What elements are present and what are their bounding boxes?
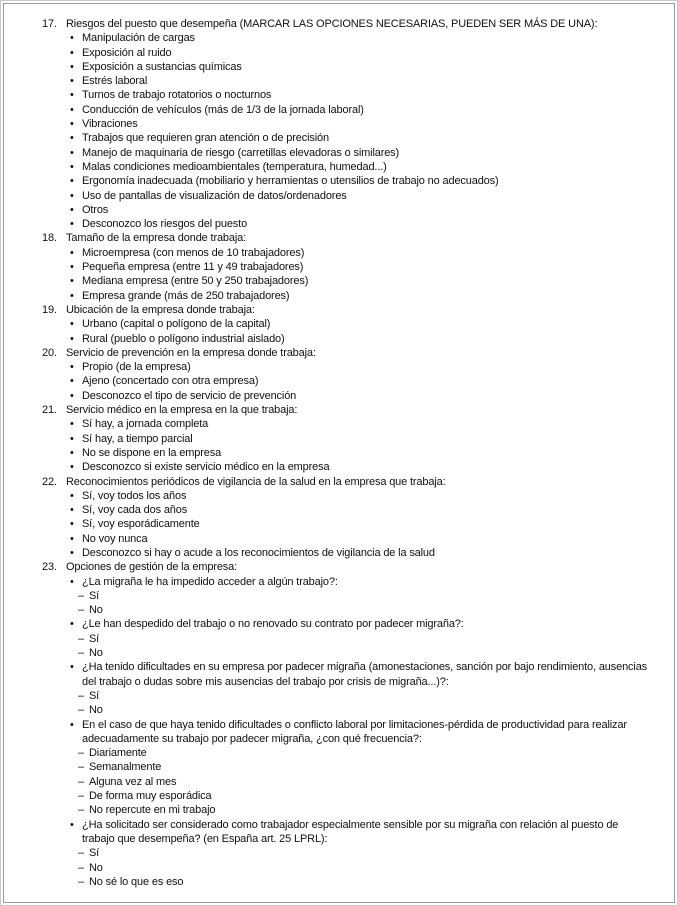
options-list: [42, 360, 648, 403]
dash-icon: –: [78, 647, 84, 660]
question: [42, 303, 648, 346]
sub-option-text: No sé lo que es eso: [89, 875, 184, 888]
option-row: [70, 517, 648, 531]
sub-option-text: Sí: [89, 847, 100, 860]
option-text: Manejo de maquinaria de riesgo (carretillas elevadoras o similares): [82, 146, 400, 159]
option-row: [70, 718, 648, 747]
option-text: Rural (pueblo o polígono industrial aislado): [82, 332, 285, 345]
option-item: [70, 274, 648, 288]
option-row: [70, 389, 648, 403]
question-text: Opciones de gestión de la empresa:: [66, 561, 238, 574]
question-text: Ubicación de la empresa donde trabaja:: [66, 303, 255, 316]
option-text: Uso de pantallas de visualización de datos/ordenadores: [82, 189, 347, 202]
sub-option-item: [78, 603, 648, 617]
dash-icon: –: [78, 632, 84, 645]
bullet-icon: •: [70, 318, 74, 331]
sub-options-list: [70, 746, 648, 817]
option-item: [70, 718, 648, 818]
option-text: Sí hay, a tiempo parcial: [82, 432, 193, 445]
sub-option-item: [78, 646, 648, 660]
option-item: [70, 117, 648, 131]
option-text: Desconozco los riesgos del puesto: [82, 218, 248, 231]
sub-option-text: Semanalmente: [89, 761, 162, 774]
option-row: [70, 88, 648, 102]
sub-option-item: [78, 789, 648, 803]
option-text: ¿Ha solicitado ser considerado como trabajador especialmente sensible por su migraña con relación al puesto de trabajo que desempeña? (en España art. 25 LPRL):: [82, 818, 619, 845]
bullet-icon: •: [70, 275, 74, 288]
sub-options-list: [70, 689, 648, 718]
bullet-icon: •: [70, 818, 74, 831]
bullet-icon: •: [70, 489, 74, 502]
option-row: [70, 189, 648, 203]
sub-option-item: [78, 846, 648, 860]
option-row: [70, 203, 648, 217]
sub-option-item: [78, 803, 648, 817]
option-text: Exposición a sustancias químicas: [82, 60, 242, 73]
option-row: [70, 503, 648, 517]
option-item: [70, 160, 648, 174]
question: [42, 560, 648, 889]
option-item: [70, 332, 648, 346]
bullet-icon: •: [70, 332, 74, 345]
dash-icon: –: [78, 804, 84, 817]
question-number: 20.: [42, 346, 57, 359]
option-row: [70, 460, 648, 474]
question-header: [42, 475, 648, 489]
bullet-icon: •: [70, 661, 74, 674]
question-text: Tamaño de la empresa donde trabaja:: [66, 232, 247, 245]
option-row: [70, 131, 648, 145]
bullet-icon: •: [70, 575, 74, 588]
option-row: [70, 532, 648, 546]
dash-icon: –: [78, 775, 84, 788]
dash-icon: –: [78, 790, 84, 803]
option-text: Microempresa (con menos de 10 trabajadores): [82, 246, 305, 259]
page-border: [3, 3, 675, 903]
bullet-icon: •: [70, 446, 74, 459]
sub-option-text: No: [89, 604, 103, 617]
option-item: [70, 260, 648, 274]
option-text: Propio (de la empresa): [82, 361, 191, 374]
option-item: [70, 532, 648, 546]
bullet-icon: •: [70, 518, 74, 531]
question: [42, 403, 648, 474]
sub-option-text: Sí: [89, 589, 100, 602]
question-number: 23.: [42, 561, 57, 574]
options-list: [42, 417, 648, 474]
option-row: [70, 818, 648, 847]
question-text: Servicio médico en la empresa en la que trabaja:: [66, 404, 298, 417]
bullet-icon: •: [70, 618, 74, 631]
sub-options-list: [70, 632, 648, 661]
bullet-icon: •: [70, 175, 74, 188]
bullet-icon: •: [70, 361, 74, 374]
bullet-icon: •: [70, 203, 74, 216]
sub-options-list: [70, 846, 648, 889]
option-text: ¿Ha tenido dificultades en su empresa por padecer migraña (amonestaciones, sanción por bajo rendimiento, ausencias del trabajo o dudas sobre mis ausencias del trabajo por crisis de migraña...)?:: [82, 661, 648, 688]
option-item: [70, 389, 648, 403]
option-row: [70, 117, 648, 131]
dash-icon: –: [78, 861, 84, 874]
option-text: Desconozco si hay o acude a los reconocimientos de vigilancia de la salud: [82, 546, 435, 559]
option-item: [70, 74, 648, 88]
option-item: [70, 60, 648, 74]
option-text: Sí, voy esporádicamente: [82, 518, 200, 531]
bullet-icon: •: [70, 389, 74, 402]
bullet-icon: •: [70, 32, 74, 45]
option-text: Desconozco si existe servicio médico en la empresa: [82, 461, 330, 474]
bullet-icon: •: [70, 118, 74, 131]
bullet-icon: •: [70, 261, 74, 274]
question-number: 22.: [42, 475, 57, 488]
option-item: [70, 174, 648, 188]
option-item: [70, 46, 648, 60]
question: [42, 475, 648, 561]
option-item: [70, 360, 648, 374]
sub-option-item: [78, 875, 648, 889]
question-text: Riesgos del puesto que desempeña (MARCAR LAS OPCIONES NECESARIAS, PUEDEN SER MÁS DE UNA):: [66, 18, 598, 30]
option-text: Exposición al ruido: [82, 46, 172, 59]
option-row: [70, 260, 648, 274]
option-row: [70, 74, 648, 88]
sub-option-text: De forma muy esporádica: [89, 790, 212, 803]
option-text: Sí, voy todos los años: [82, 489, 187, 502]
question-header: [42, 303, 648, 317]
option-text: Estrés laboral: [82, 75, 148, 88]
bullet-icon: •: [70, 189, 74, 202]
option-item: [70, 246, 648, 260]
question-number: 17.: [42, 18, 57, 30]
option-text: Pequeña empresa (entre 11 y 49 trabajadores): [82, 261, 304, 274]
option-item: [70, 818, 648, 889]
option-item: [70, 374, 648, 388]
options-list: [42, 317, 648, 346]
bullet-icon: •: [70, 160, 74, 173]
option-text: Otros: [82, 203, 109, 216]
sub-option-text: Diariamente: [89, 747, 147, 760]
sub-option-item: [78, 760, 648, 774]
dash-icon: –: [78, 875, 84, 888]
option-item: [70, 617, 648, 660]
option-item: [70, 417, 648, 431]
option-row: [70, 332, 648, 346]
option-row: [70, 360, 648, 374]
bullet-icon: •: [70, 546, 74, 559]
bullet-icon: •: [70, 146, 74, 159]
bullet-icon: •: [70, 532, 74, 545]
bullet-icon: •: [70, 60, 74, 73]
options-list: [42, 489, 648, 560]
option-row: [70, 317, 648, 331]
option-row: [70, 617, 648, 631]
questionnaire-content: [4, 4, 674, 889]
option-item: [70, 575, 648, 618]
option-row: [70, 575, 648, 589]
sub-option-text: Alguna vez al mes: [89, 775, 177, 788]
sub-option-item: [78, 589, 648, 603]
option-item: [70, 131, 648, 145]
option-item: [70, 660, 648, 717]
question-header: [42, 17, 648, 31]
option-row: [70, 274, 648, 288]
option-item: [70, 503, 648, 517]
option-row: [70, 31, 648, 45]
option-item: [70, 146, 648, 160]
option-item: [70, 517, 648, 531]
option-text: Manipulación de cargas: [82, 32, 195, 45]
question-header: [42, 560, 648, 574]
sub-option-text: Sí: [89, 632, 100, 645]
option-text: No se dispone en la empresa: [82, 446, 222, 459]
dash-icon: –: [78, 704, 84, 717]
bullet-icon: •: [70, 289, 74, 302]
question-number: 21.: [42, 404, 57, 417]
option-item: [70, 546, 648, 560]
option-item: [70, 432, 648, 446]
question: [42, 346, 648, 403]
question: [42, 231, 648, 302]
option-text: En el caso de que haya tenido dificultades o conflicto laboral por limitaciones-pérdida de productividad para realizar adecuadamente su trabajo por padecer migraña, ¿con qué frecuencia?:: [82, 718, 627, 745]
bullet-icon: •: [70, 218, 74, 231]
option-item: [70, 317, 648, 331]
options-list: [42, 246, 648, 303]
option-row: [70, 417, 648, 431]
option-text: Ergonomía inadecuada (mobiliario y herramientas o utensilios de trabajo no adecuados): [82, 175, 499, 188]
question-text: Reconocimientos periódicos de vigilancia de la salud en la empresa que trabaja:: [66, 475, 446, 488]
sub-option-text: No: [89, 647, 103, 660]
sub-option-text: No repercute en mi trabajo: [89, 804, 216, 817]
dash-icon: –: [78, 761, 84, 774]
question-header: [42, 231, 648, 245]
dash-icon: –: [78, 689, 84, 702]
question-number: 18.: [42, 232, 57, 245]
bullet-icon: •: [70, 418, 74, 431]
option-item: [70, 189, 648, 203]
option-row: [70, 289, 648, 303]
option-row: [70, 432, 648, 446]
option-text: Sí hay, a jornada completa: [82, 418, 209, 431]
options-list: [42, 575, 648, 890]
option-item: [70, 489, 648, 503]
sub-option-item: [78, 703, 648, 717]
option-row: [70, 217, 648, 231]
option-row: [70, 546, 648, 560]
option-text: Turnos de trabajo rotatorios o nocturnos: [82, 89, 272, 102]
dash-icon: –: [78, 747, 84, 760]
option-text: Trabajos que requieren gran atención o de precisión: [82, 132, 329, 145]
bullet-icon: •: [70, 375, 74, 388]
option-row: [70, 160, 648, 174]
option-row: [70, 103, 648, 117]
option-text: ¿La migraña le ha impedido acceder a algún trabajo?:: [82, 575, 338, 588]
option-text: Vibraciones: [82, 118, 138, 131]
bullet-icon: •: [70, 461, 74, 474]
sub-options-list: [70, 589, 648, 618]
option-row: [70, 374, 648, 388]
bullet-icon: •: [70, 46, 74, 59]
bullet-icon: •: [70, 132, 74, 145]
bullet-icon: •: [70, 504, 74, 517]
bullet-icon: •: [70, 103, 74, 116]
option-row: [70, 60, 648, 74]
option-row: [70, 489, 648, 503]
option-item: [70, 289, 648, 303]
dash-icon: –: [78, 604, 84, 617]
option-item: [70, 446, 648, 460]
option-text: No voy nunca: [82, 532, 148, 545]
question-text: Servicio de prevención en la empresa donde trabaja:: [66, 346, 316, 359]
sub-option-item: [78, 689, 648, 703]
question-header: [42, 346, 648, 360]
option-row: [70, 446, 648, 460]
option-row: [70, 660, 648, 689]
option-text: Conducción de vehículos (más de 1/3 de la jornada laboral): [82, 103, 364, 116]
sub-option-text: No: [89, 704, 103, 717]
sub-option-text: Sí: [89, 689, 100, 702]
question: [42, 17, 648, 231]
bullet-icon: •: [70, 246, 74, 259]
question-number: 19.: [42, 303, 57, 316]
sub-option-item: [78, 632, 648, 646]
option-row: [70, 246, 648, 260]
option-item: [70, 460, 648, 474]
option-row: [70, 146, 648, 160]
option-item: [70, 88, 648, 102]
option-row: [70, 46, 648, 60]
option-text: Malas condiciones medioambientales (temperatura, humedad...): [82, 160, 387, 173]
bullet-icon: •: [70, 75, 74, 88]
bullet-icon: •: [70, 718, 74, 731]
sub-option-item: [78, 746, 648, 760]
option-item: [70, 103, 648, 117]
options-list: [42, 31, 648, 231]
option-text: Sí, voy cada dos años: [82, 504, 188, 517]
sub-option-text: No: [89, 861, 103, 874]
option-text: Ajeno (concertado con otra empresa): [82, 375, 259, 388]
option-text: ¿Le han despedido del trabajo o no renovado su contrato por padecer migraña?:: [82, 618, 464, 631]
option-row: [70, 174, 648, 188]
sub-option-item: [78, 775, 648, 789]
option-text: Desconozco el tipo de servicio de prevención: [82, 389, 297, 402]
option-item: [70, 217, 648, 231]
bullet-icon: •: [70, 432, 74, 445]
option-item: [70, 31, 648, 45]
dash-icon: –: [78, 589, 84, 602]
bullet-icon: •: [70, 89, 74, 102]
option-text: Empresa grande (más de 250 trabajadores): [82, 289, 290, 302]
option-text: Mediana empresa (entre 50 y 250 trabajadores): [82, 275, 309, 288]
option-text: Urbano (capital o polígono de la capital): [82, 318, 271, 331]
option-item: [70, 203, 648, 217]
dash-icon: –: [78, 847, 84, 860]
question-header: [42, 403, 648, 417]
sub-option-item: [78, 861, 648, 875]
